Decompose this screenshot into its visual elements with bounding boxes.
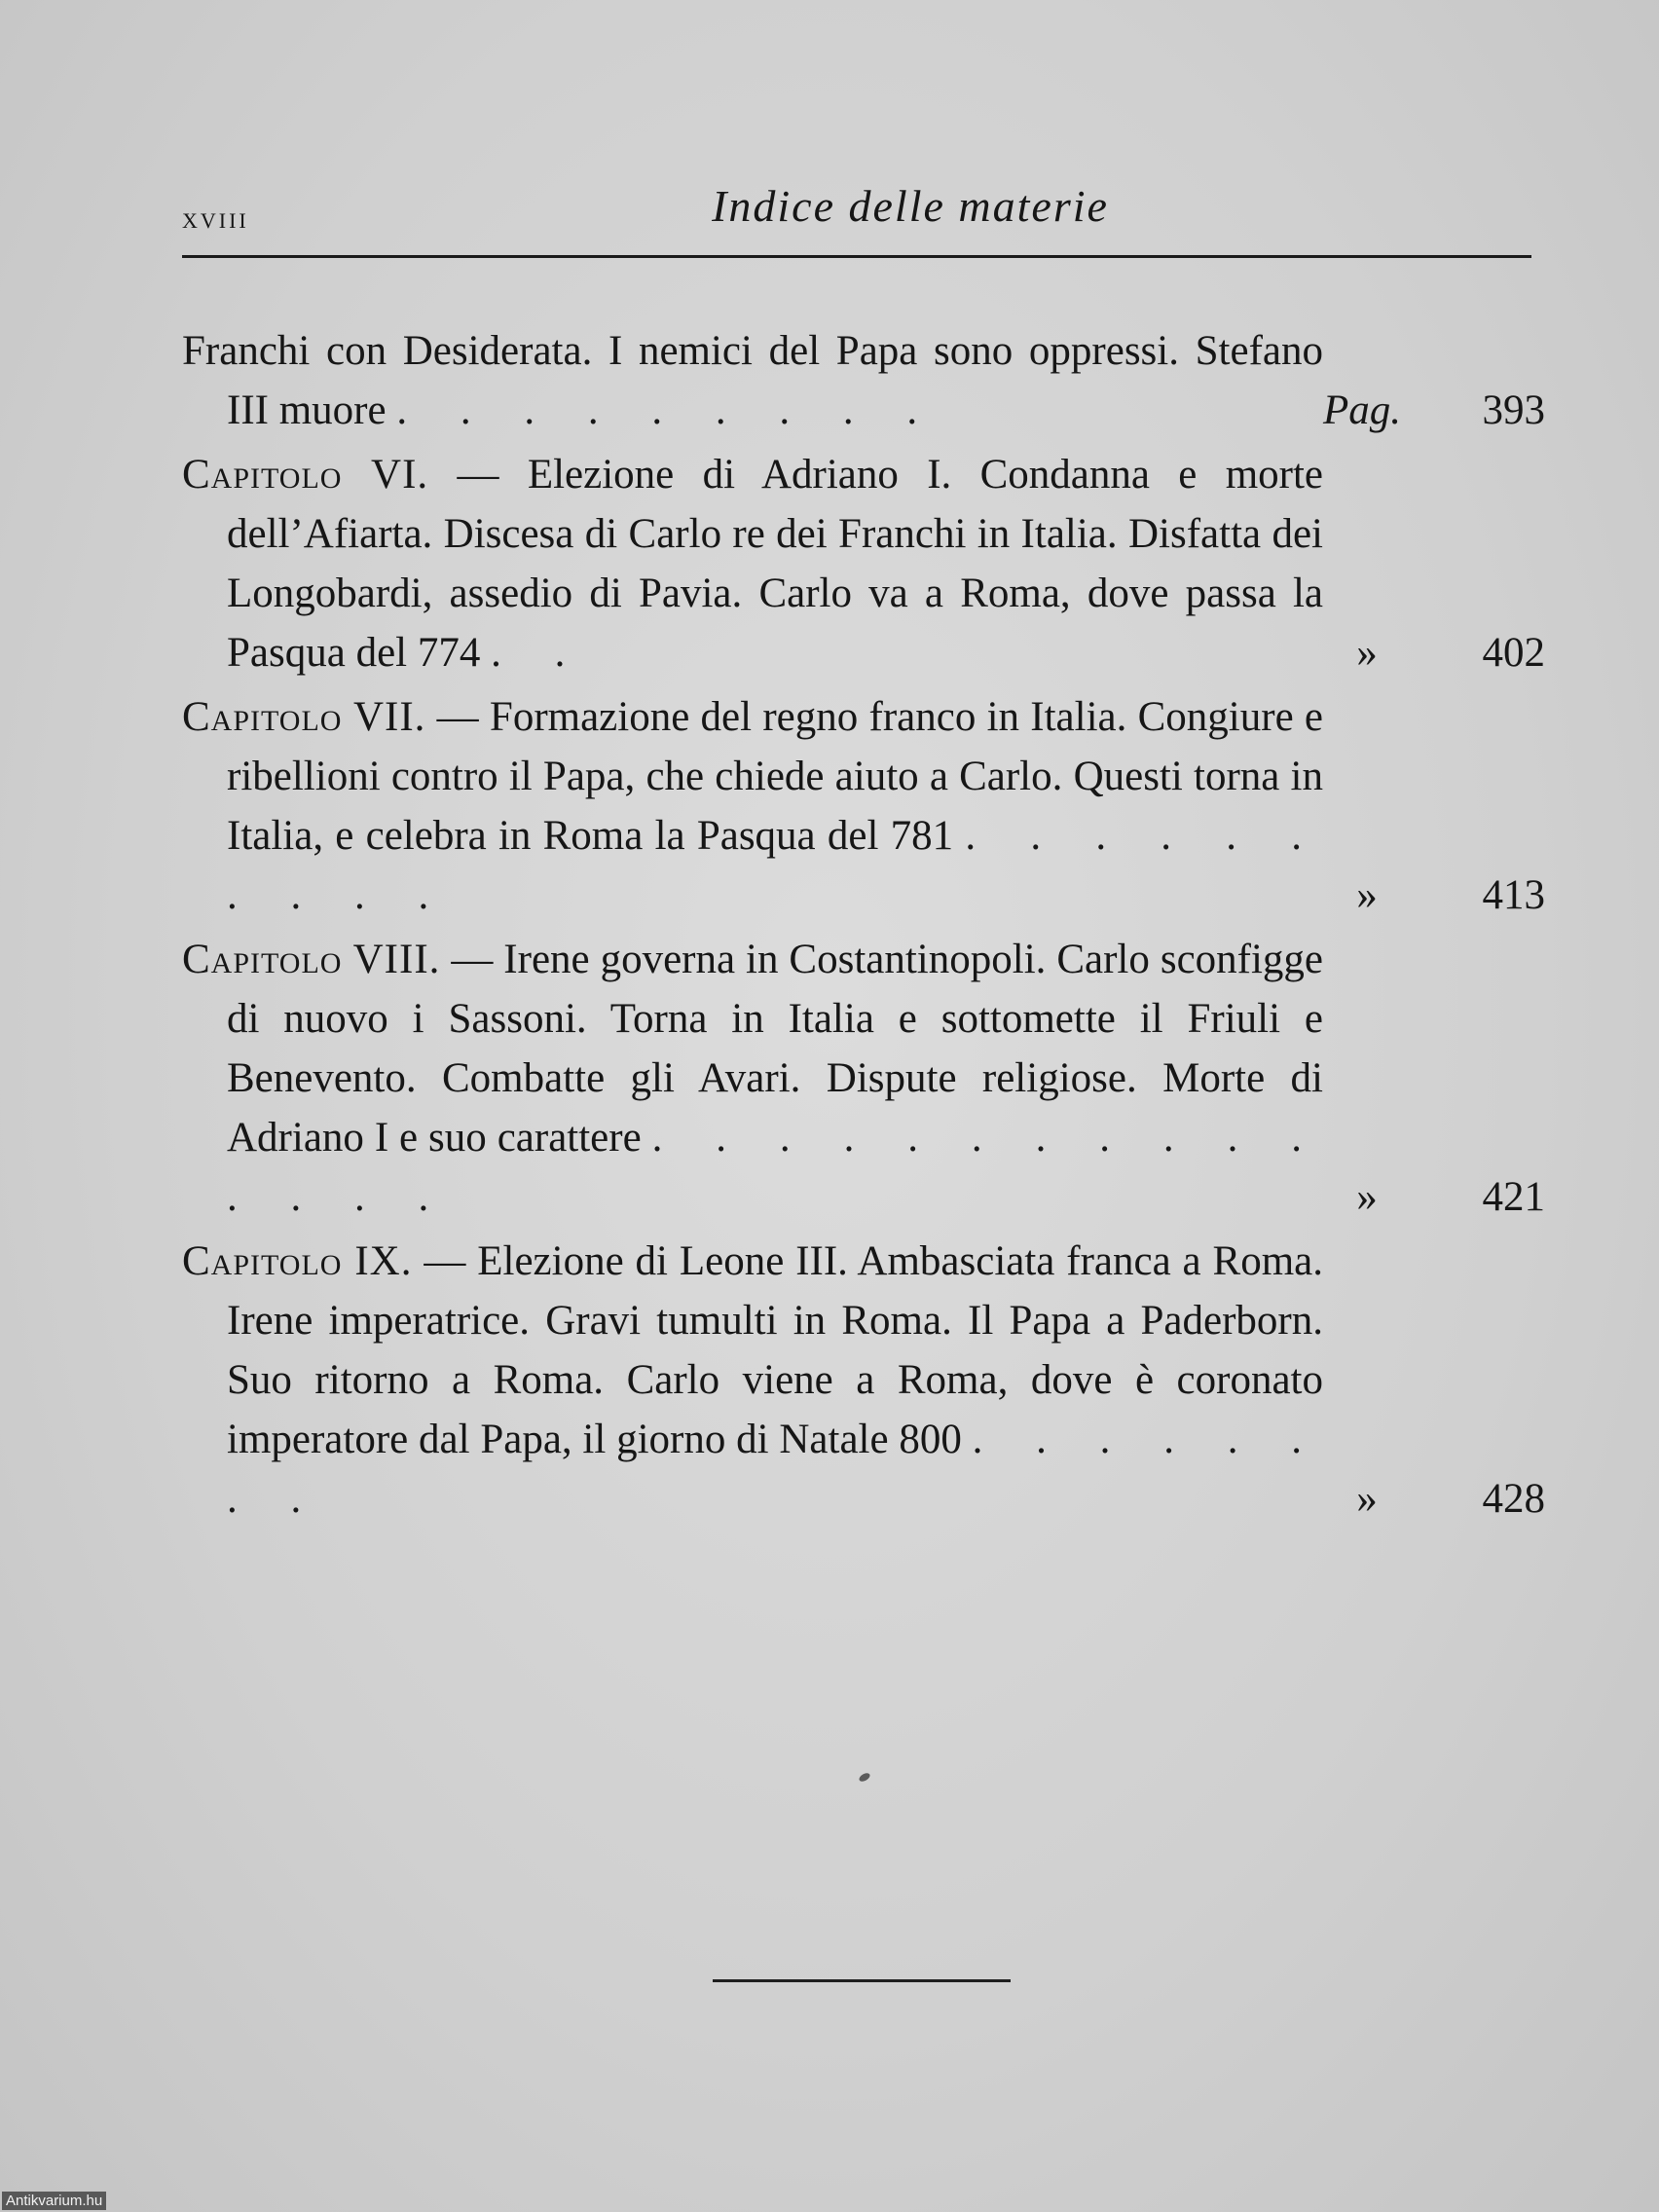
entry-description: Franchi con Desiderata. I nemici del Papa sono oppressi. Stefano III muore bbox=[182, 328, 1323, 433]
toc-entry bbox=[182, 445, 1545, 682]
toc-entry-text bbox=[182, 321, 1323, 440]
dot-leaders: . . . . . . . . . . . . . . . bbox=[227, 1115, 1323, 1220]
toc-entry-text bbox=[182, 930, 1323, 1227]
page-reference bbox=[1323, 381, 1545, 440]
page-reference bbox=[1323, 866, 1545, 925]
ditto-mark: » bbox=[1356, 872, 1378, 918]
toc-entry-text bbox=[182, 1232, 1323, 1529]
chapter-label: Capitolo VI. bbox=[182, 452, 429, 498]
running-title: Indice delle materie bbox=[712, 181, 1109, 231]
toc-entry-text bbox=[182, 687, 1323, 925]
ditto-mark: » bbox=[1356, 630, 1378, 676]
chapter-label: Capitolo IX. bbox=[182, 1238, 413, 1284]
end-rule bbox=[713, 1979, 1011, 1982]
toc-entry bbox=[182, 687, 1545, 925]
toc-entry bbox=[182, 930, 1545, 1227]
page-reference bbox=[1323, 623, 1545, 682]
page-number: 393 bbox=[1482, 387, 1545, 433]
toc-entry bbox=[182, 321, 1545, 440]
page-number: 413 bbox=[1482, 872, 1545, 918]
ditto-mark: » bbox=[1356, 1174, 1378, 1220]
page-reference bbox=[1323, 1167, 1545, 1227]
page-abbreviation: Pag. bbox=[1323, 387, 1402, 433]
toc-entry-text bbox=[182, 445, 1323, 682]
dot-leaders: . . . . . . . . bbox=[227, 1417, 1324, 1522]
entry-description: — Elezione di Leone III. Ambasciata franca a Roma. Irene imperatrice. Gravi tumulti in Roma. Il Papa a Paderborn. Suo ritorno a Roma. Carlo viene a Roma, dove è coronato imperatore dal Papa, il giorno di Natale 800 bbox=[227, 1238, 1323, 1462]
entry-description: — Elezione di Adriano I. Condanna e morte dell’Afiarta. Discesa di Carlo re dei Franchi in Italia. Disfatta dei Longobardi, assedio di Pavia. Carlo va a Roma, dove passa la Pasqua del 774 bbox=[227, 452, 1324, 676]
chapter-label: Capitolo VII. bbox=[182, 694, 426, 740]
watermark: Antikvarium.hu bbox=[2, 2192, 106, 2210]
ditto-mark: » bbox=[1356, 1476, 1378, 1522]
toc-entry bbox=[182, 1232, 1545, 1529]
header-rule bbox=[182, 255, 1531, 258]
page-header bbox=[182, 180, 1531, 248]
page-number: 402 bbox=[1482, 630, 1545, 676]
entry-description: — Irene governa in Costantinopoli. Carlo sconfigge di nuovo i Sassoni. Torna in Italia e sottomette il Friuli e Benevento. Combatte gli Avari. Dispute religiose. Morte di Adriano I e suo carattere bbox=[227, 937, 1323, 1161]
chapter-label: Capitolo VIII. bbox=[182, 937, 441, 982]
page-reference bbox=[1323, 1469, 1545, 1529]
page-number: 421 bbox=[1482, 1174, 1545, 1220]
dot-leaders: . . bbox=[491, 630, 587, 676]
paper-speck bbox=[858, 1771, 871, 1783]
dot-leaders: . . . . . . . . . bbox=[396, 387, 940, 433]
page-number: 428 bbox=[1482, 1476, 1545, 1522]
entry-description: — Formazione del regno franco in Italia. Congiure e ribellioni contro il Papa, che chiede aiuto a Carlo. Questi torna in Italia, e celebra in Roma la Pasqua del 781 bbox=[227, 694, 1324, 859]
folio-number: xviii bbox=[182, 200, 249, 235]
dot-leaders: . . . . . . . . . . bbox=[227, 813, 1324, 918]
table-of-contents bbox=[182, 321, 1545, 1533]
